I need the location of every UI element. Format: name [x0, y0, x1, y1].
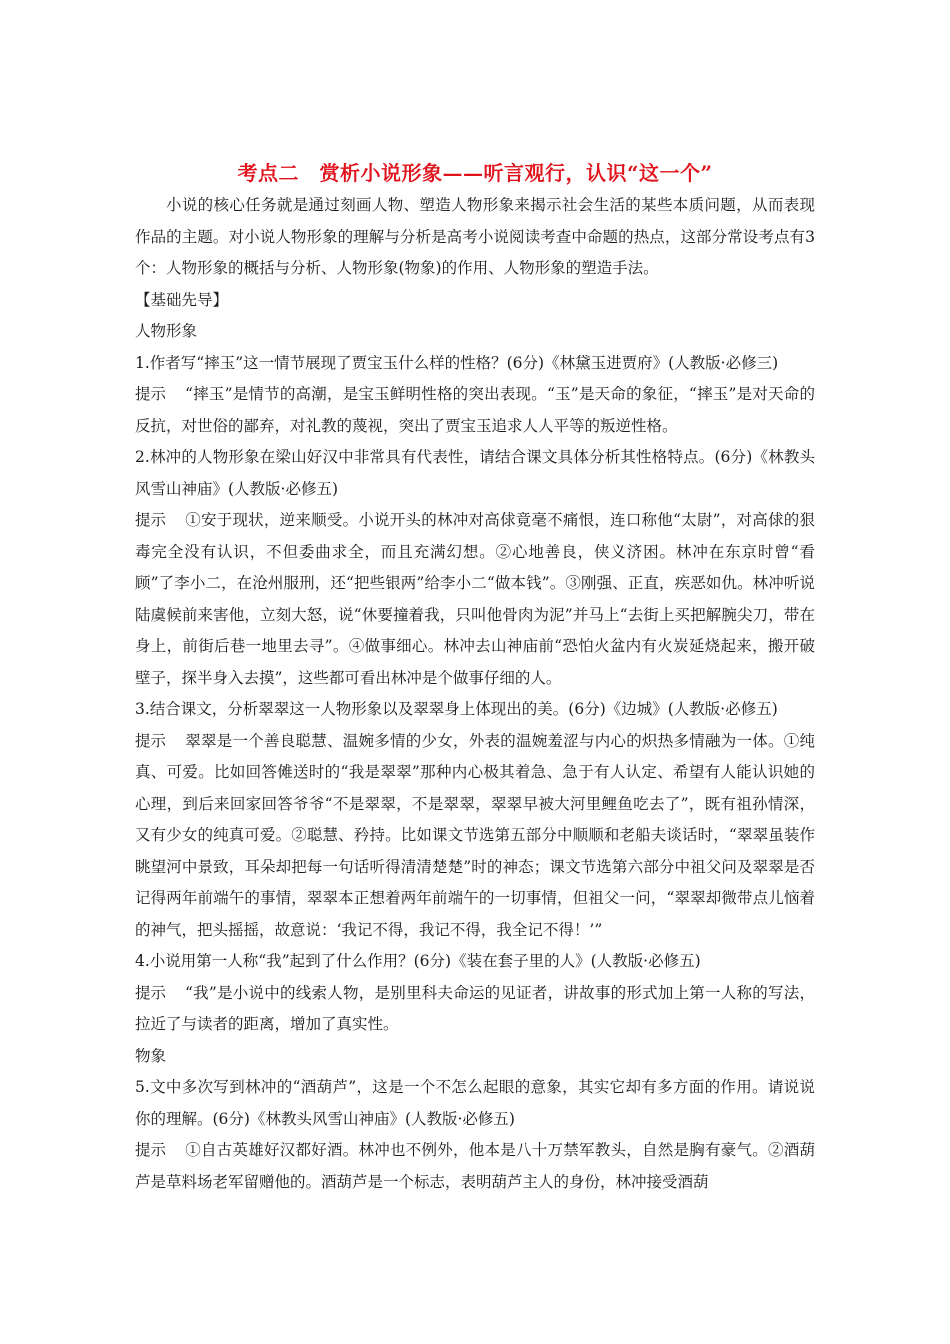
question-3: 3.结合课文，分析翠翠这一人物形象以及翠翠身上体现出的美。(6分)《边城》(人教版·必修五): [135, 700, 778, 718]
answer-1-text: “摔玉”是情节的高潮，是宝玉鲜明性格的突出表现。“玉”是天命的象征，“摔玉”是对天命的反抗，对世俗的鄙弃，对礼教的蔑视，突出了贾宝玉追求人人平等的叛逆性格。: [135, 385, 815, 435]
section-heading: 【基础先导】: [135, 290, 229, 309]
answer-4: [135, 978, 815, 1041]
answer-3-text: 翠翠是一个善良聪慧、温婉多情的少女，外表的温婉羞涩与内心的炽热多情融为一体。①纯真、可爱。比如回答傩送时的“我是翠翠”那种内心极其着急、急于有人认定、希望有人能认识她的心理，到后来回家回答爷爷“不是翠翠，不是翠翠，翠翠早被大河里鲤鱼吃去了”，既有祖孙情深，又有少女的纯真可爱。②聪慧、矜持。比如课文节选第五部分中顺顺和老船夫谈话时，“翠翠虽装作眺望河中景致，耳朵却把每一句话听得清清楚楚”时的神态；课文节选第六部分中祖父问及翠翠是否记得两年前端午的事情，翠翠本正想着两年前端午的一切事情，但祖父一问，“翠翠却微带点儿恼着的神气，把头摇摇，故意说：‘我记不得，我记不得，我全记不得！’”: [135, 731, 815, 939]
answer-4-text: “我”是小说中的线索人物，是别里科夫命运的见证者，讲故事的形式加上第一人称的写法，拉近了与读者的距离，增加了真实性。: [135, 983, 815, 1033]
tip-label: 提示: [135, 385, 167, 403]
answer-3: [135, 726, 815, 947]
answer-5: [135, 1135, 815, 1198]
subsection-heading-objects: 物象: [135, 1046, 167, 1065]
intro-paragraph: 小说的核心任务就是通过刻画人物、塑造人物形象来揭示社会生活的某些本质问题，从而表现作品的主题。对小说人物形象的理解与分析是高考小说阅读考查中命题的热点，这部分常设考点有3个：人物形象的概括与分析、人物形象(物象)的作用、人物形象的塑造手法。: [135, 196, 815, 277]
question-5: 5.文中多次写到林冲的“酒葫芦”，这是一个不怎么起眼的意象，其实它却有多方面的作用。请说说你的理解。(6分)《林教头风雪山神庙》(人教版·必修五): [135, 1078, 815, 1128]
answer-1: [135, 379, 815, 442]
tip-label: 提示: [135, 1141, 167, 1159]
answer-5-text: ①自古英雄好汉都好酒。林冲也不例外，他本是八十万禁军教头，自然是胸有豪气。②酒葫芦是草料场老军留赠他的。酒葫芦是一个标志，表明葫芦主人的身份，林冲接受酒葫: [135, 1141, 815, 1191]
tip-label: 提示: [135, 983, 167, 1002]
page-title: 考点二 赏析小说形象——听言观行，认识“这一个”: [237, 161, 713, 185]
answer-2-text: ①安于现状，逆来顺受。小说开头的林冲对高俅竟毫不痛恨，连口称他“太尉”，对高俅的狠毒完全没有认识，不但委曲求全，而且充满幻想。②心地善良，侠义济困。林冲在东京时曾“看顾”了李小二，在沧州服刑，还“把些银两”给李小二“做本钱”。③刚强、正直，疾恶如仇。林冲听说陆虞候前来害他，立刻大怒，说“休要撞着我，只叫他骨肉为泥”并马上“去街上买把解腕尖刀，带在身上，前街后巷一地里去寻”。④做事细心。林冲去山神庙前“恐怕火盆内有火炭延烧起来，搬开破壁子，探半身入去摸”，这些都可看出林冲是个做事仔细的人。: [135, 511, 815, 687]
tip-label: 提示: [135, 511, 167, 529]
question-2: 2.林冲的人物形象在梁山好汉中非常具有代表性，请结合课文具体分析其性格特点。(6分)《林教头风雪山神庙》(人教版·必修五): [135, 448, 815, 498]
subsection-heading-people: 人物形象: [135, 322, 198, 340]
question-1: 1.作者写“摔玉”这一情节展现了贾宝玉什么样的性格？(6分)《林黛玉进贾府》(人教版·必修三): [135, 353, 779, 372]
answer-2: [135, 505, 815, 694]
document-body: [135, 158, 815, 1198]
question-4: 4.小说用第一人称“我”起到了什么作用？(6分)《装在套子里的人》(人教版·必修五): [135, 952, 701, 970]
tip-label: 提示: [135, 731, 167, 750]
